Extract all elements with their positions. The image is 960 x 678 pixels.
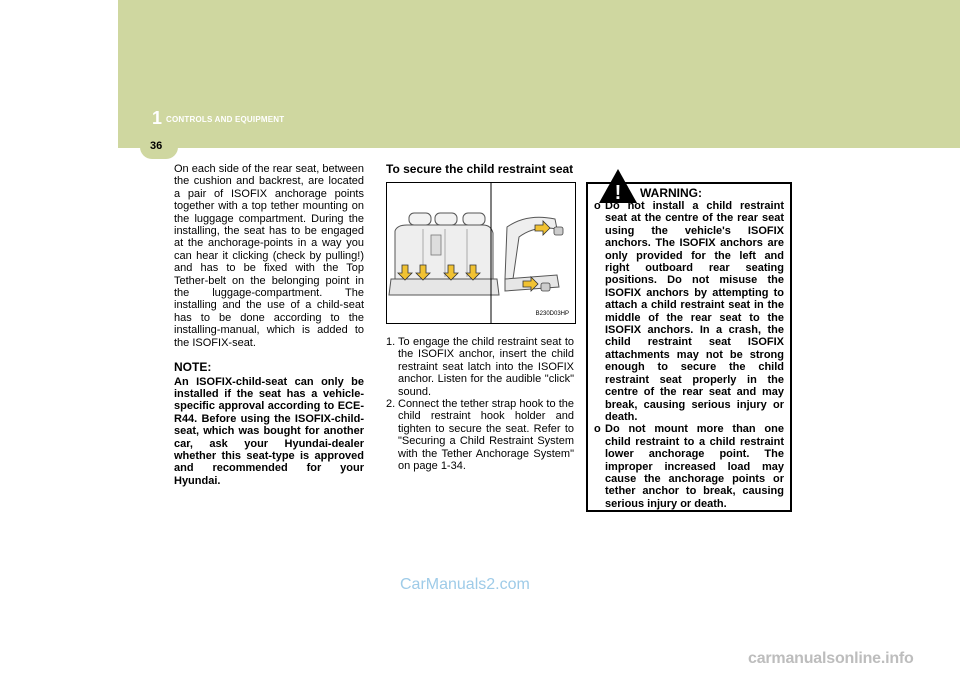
rear-seat-drawing <box>387 183 575 323</box>
warning-bullet: o <box>594 423 601 436</box>
isofix-illustration <box>386 182 576 324</box>
warning-symbol: ! <box>614 182 622 204</box>
warning-list <box>594 200 784 510</box>
chapter-number: 1 <box>152 108 163 128</box>
warning-item <box>594 423 784 510</box>
header-band <box>118 0 960 148</box>
warning-text: Do not install a child restraint seat at the centre of the rear seat using the vehicle's ISOFIX anchors. The ISOFIX anchors are only provided for the left and right outboard rear seating positions. Do not misuse the ISOFIX anchors by attempting to attach a child restraint seat in the middle of the rear seat to the ISOFIX anchors. In a crash, the child restraint seat ISOFIX attachments may not be strong enough to secure the child restraint seat properly in the centre of the rear seat and may break, causing serious injury or death. <box>605 200 784 423</box>
figure-caption: B230D03HP <box>535 311 569 317</box>
step-number: 2. <box>386 398 396 411</box>
step-number: 1. <box>386 336 396 348</box>
warning-title: WARNING: <box>640 186 702 200</box>
footer-logo[interactable]: carmanualsonline.info <box>748 650 914 667</box>
warning-triangle-icon <box>598 168 638 204</box>
step-text: Connect the tether strap hook to the child restraint hook holder and tighten to secure the seat. Refer to "Securing a Child Restraint System with the Tether Anchorage System" on page 1-34. <box>398 398 574 473</box>
watermark[interactable]: CarManuals2.com <box>400 576 530 593</box>
warning-bullet: o <box>594 200 601 212</box>
column-instructions <box>386 163 574 175</box>
step-item <box>386 398 574 472</box>
note-heading: NOTE: <box>174 360 212 375</box>
column-intro <box>174 163 364 487</box>
chapter-title: CONTROLS AND EQUIPMENT <box>166 115 285 124</box>
step-item <box>386 336 574 398</box>
intro-paragraph: On each side of the rear seat, between the cushion and backrest, are located a pair of ISOFIX anchorage points together with a top tether mounting on the luggage compartment. During the installing, the seat has to be engaged at the anchorage-points in a way you can hear it clicking (check by pulling!) and has to be fixed with the Top Tether-belt on the belonging point in the luggage-compartment. The installing and the use of a child-seat has to be done according to the installing-manual, which is added to the ISOFIX-seat. <box>174 163 364 349</box>
page-number: 36 <box>150 140 163 152</box>
warning-text: Do not mount more than one child restraint to a child restraint lower anchorage point. The improper increased load may cause the anchorage points or tether anchor to break, causing serious injury or death. <box>605 423 784 510</box>
section-heading: To secure the child restraint seat <box>386 162 574 176</box>
note-body: An ISOFIX-child-seat can only be installed if the seat has a vehicle-specific approval according to ECE-R44. Before using the ISOFIX-child-seat, which was bought for another car, ask your Hyundai-dealer whether this seat-type is approved and recommended for your Hyundai. <box>174 375 364 487</box>
warning-item <box>594 200 784 423</box>
step-text: To engage the child restraint seat to the ISOFIX anchor, insert the child restraint seat latch into the ISOFIX anchor. Listen for the audible "click" sound. <box>398 336 574 398</box>
instruction-steps <box>386 336 574 472</box>
